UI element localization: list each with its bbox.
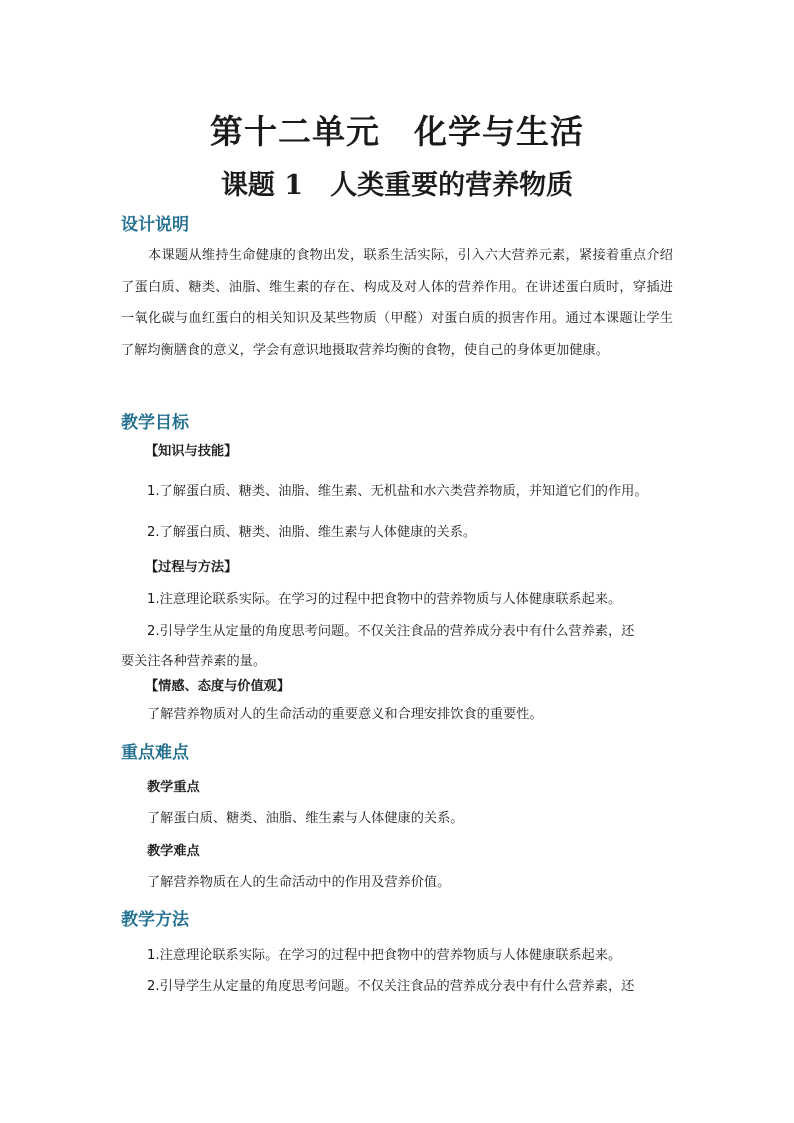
design-paragraph: 本课题从维持生命健康的食物出发，联系生活实际，引入六大营养元素，紧接着重点介绍了蛋白质、糖类、油脂、维生素的存在、构成及对人体的营养作用。在讲述蛋白质时，穿插进一氧化碳与血红蛋白的相关知识及某些物质（甲醛）对蛋白质的损害作用。通过本课题让学生了解均衡膳食的意义，学会有意识地摄取营养均衡的食物，使自己的身体更加健康。 [121, 248, 673, 358]
process-label: 【过程与方法】 [145, 560, 238, 575]
difficult-text: 了解营养物质在人的生命活动中的作用及营养价值。 [147, 875, 451, 890]
methods-heading: 教学方法 [121, 910, 189, 930]
keypoints-heading: 重点难点 [121, 743, 189, 763]
knowledge-item-2: 2.了解蛋白质、糖类、油脂、维生素与人体健康的关系。 [147, 525, 477, 540]
key-text: 了解蛋白质、糖类、油脂、维生素与人体健康的关系。 [147, 811, 464, 826]
knowledge-label: 【知识与技能】 [145, 444, 238, 459]
goals-heading: 教学目标 [121, 413, 189, 433]
process-item-1: 1.注意理论联系实际。在学习的过程中把食物中的营养物质与人体健康联系起来。 [147, 592, 622, 607]
difficult-label: 教学难点 [147, 844, 200, 859]
emotion-label: 【情感、态度与价值观】 [145, 679, 291, 694]
key-label: 教学重点 [147, 780, 200, 795]
method-item-2: 2.引导学生从定量的角度思考问题。不仅关注食品的营养成分表中有什么营养素，还 [147, 979, 635, 994]
lesson-title: 课题 1 人类重要的营养物质 [220, 170, 574, 201]
knowledge-item-1: 1.了解蛋白质、糖类、油脂、维生素、无机盐和水六类营养物质，并知道它们的作用。 [147, 484, 648, 499]
method-item-1: 1.注意理论联系实际。在学习的过程中把食物中的营养物质与人体健康联系起来。 [147, 948, 622, 963]
emotion-item-1: 了解营养物质对人的生命活动的重要意义和合理安排饮食的重要性。 [147, 707, 543, 722]
unit-title: 第十二单元 化学与生活 [210, 112, 584, 151]
process-item-2b: 要关注各种营养素的量。 [121, 654, 267, 669]
design-heading: 设计说明 [121, 215, 189, 235]
process-item-2a: 2.引导学生从定量的角度思考问题。不仅关注食品的营养成分表中有什么营养素，还 [147, 624, 635, 639]
